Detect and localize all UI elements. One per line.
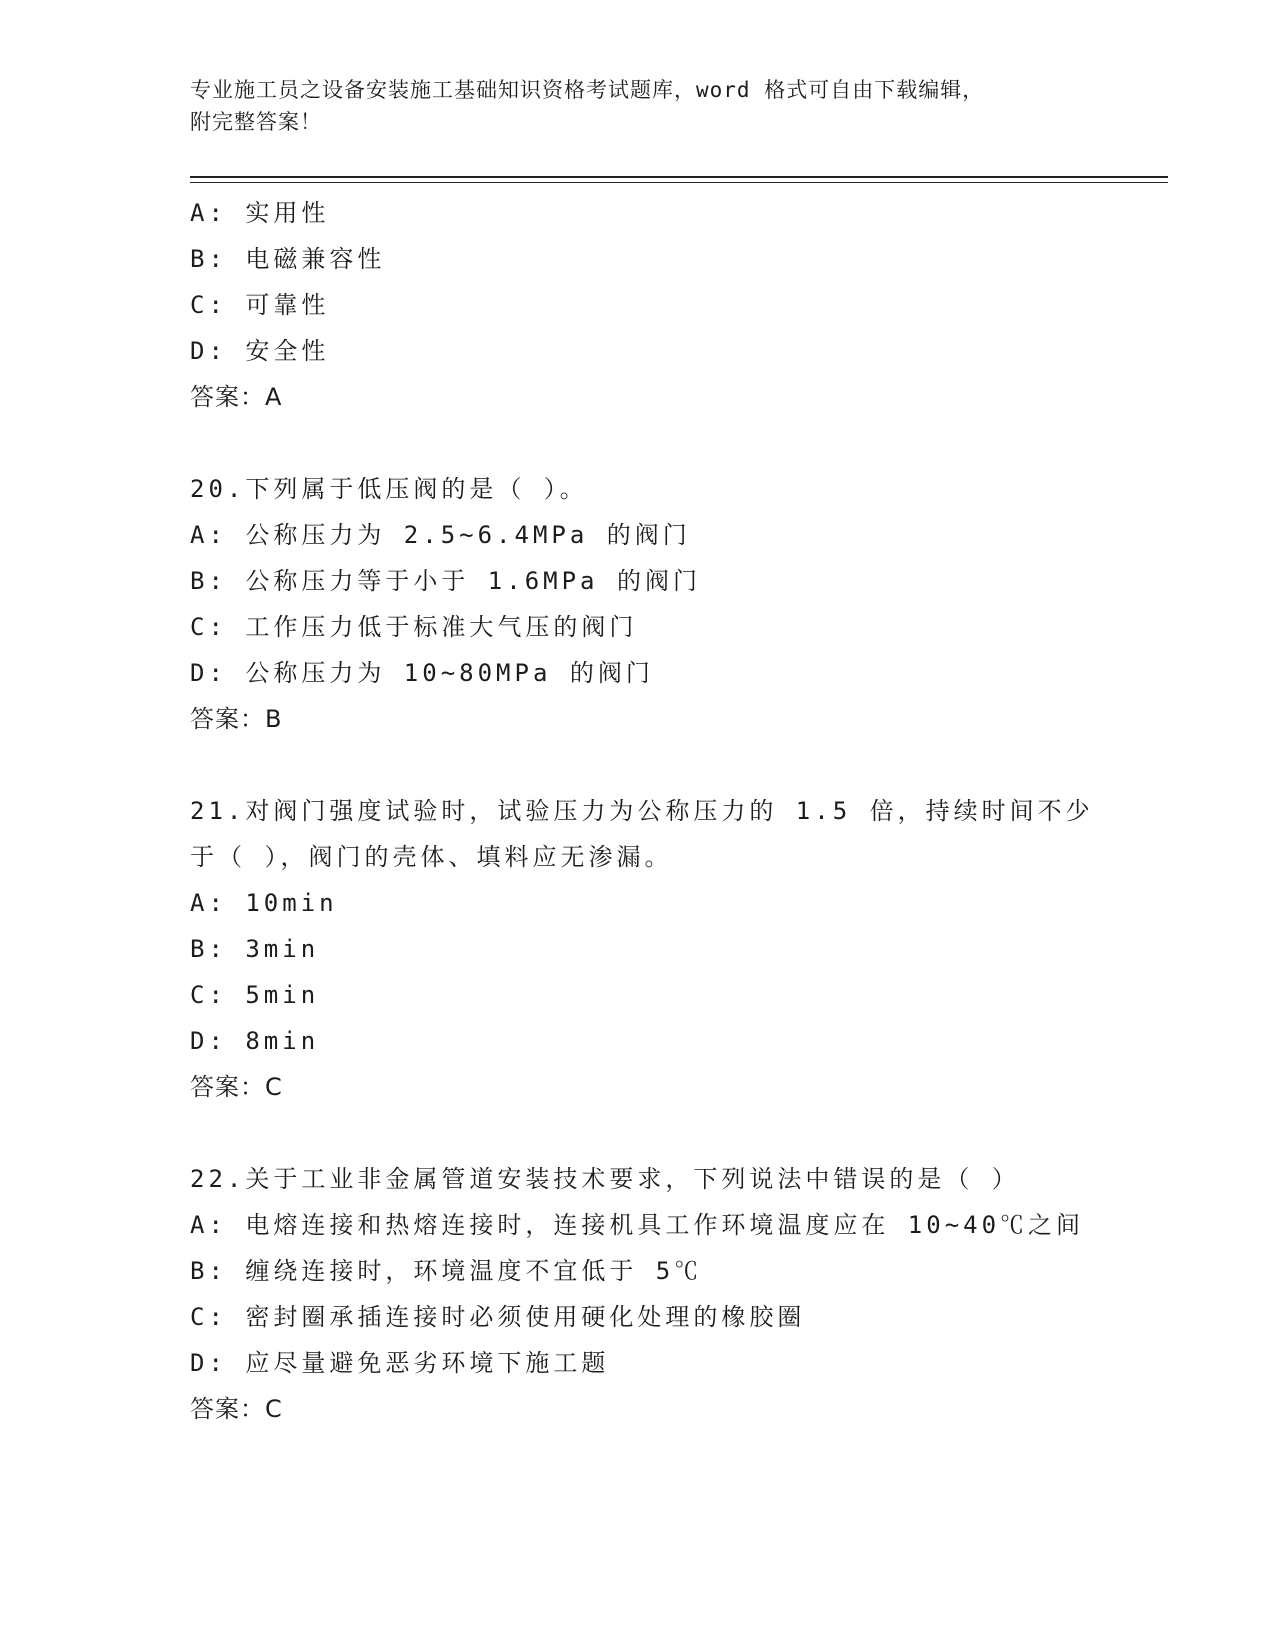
question-text: 22.关于工业非金属管道安装技术要求，下列说法中错误的是（ ） <box>190 1165 1020 1193</box>
question-text-line-2: 于（ ），阀门的壳体、填料应无渗漏。 <box>190 843 673 871</box>
option-c: C: 5min <box>190 981 320 1009</box>
answer: 答案：C <box>190 1395 283 1423</box>
option-d: D: 8min <box>190 1027 320 1055</box>
option-c: C: 密封圈承插连接时必须使用硬化处理的橡胶圈 <box>190 1303 806 1331</box>
question-19 <box>190 190 1150 420</box>
question-22 <box>190 1156 1150 1432</box>
answer: 答案：A <box>190 383 283 411</box>
header-divider-top <box>190 176 1168 178</box>
document-header <box>190 74 1090 138</box>
option-a: A: 公称压力为 2.5~6.4MPa 的阀门 <box>190 521 691 549</box>
spacer <box>190 1110 1150 1156</box>
option-d: D: 安全性 <box>190 337 330 365</box>
answer: 答案：C <box>190 1073 283 1101</box>
spacer <box>190 420 1150 466</box>
option-b: B: 公称压力等于小于 1.6MPa 的阀门 <box>190 567 701 595</box>
option-b: B: 3min <box>190 935 320 963</box>
answer: 答案：B <box>190 705 283 733</box>
question-text-line-1: 21.对阀门强度试验时，试验压力为公称压力的 1.5 倍，持续时间不少 <box>190 797 1094 825</box>
header-line-1: 专业施工员之设备安装施工基础知识资格考试题库，word 格式可自由下载编辑， <box>190 78 985 102</box>
question-list <box>190 190 1150 1432</box>
option-b: B: 缠绕连接时，环境温度不宜低于 5℃ <box>190 1257 703 1285</box>
header-divider-bottom <box>190 182 1168 183</box>
option-a: A: 实用性 <box>190 199 330 227</box>
header-line-2: 附完整答案！ <box>190 110 322 134</box>
option-d: D: 公称压力为 10~80MPa 的阀门 <box>190 659 654 687</box>
option-c: C: 工作压力低于标准大气压的阀门 <box>190 613 638 641</box>
option-d: D: 应尽量避免恶劣环境下施工题 <box>190 1349 610 1377</box>
option-a: A: 10min <box>190 889 338 917</box>
option-c: C: 可靠性 <box>190 291 330 319</box>
option-a: A: 电熔连接和热熔连接时，连接机具工作环境温度应在 10~40℃之间 <box>190 1211 1085 1239</box>
question-text: 20.下列属于低压阀的是（ ）。 <box>190 475 588 503</box>
question-20 <box>190 466 1150 742</box>
option-b: B: 电磁兼容性 <box>190 245 386 273</box>
spacer <box>190 742 1150 788</box>
question-21 <box>190 788 1150 1110</box>
